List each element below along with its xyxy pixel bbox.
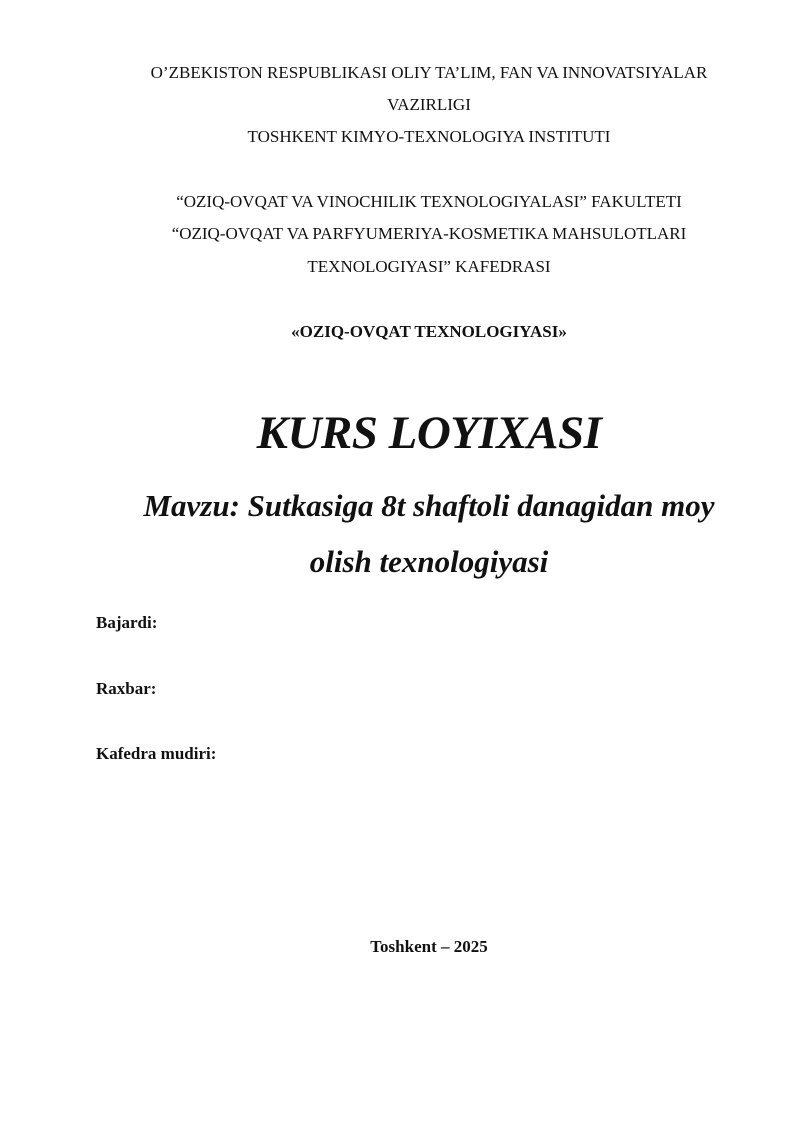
discipline-name: «OZIQ-OVQAT TEXNOLOGIYASI» xyxy=(291,322,567,341)
ministry-line-1: O’ZBEKISTON RESPUBLIKASI OLIY TA’LIM, FAN VA INNOVATSIYALAR xyxy=(150,63,708,82)
supervisor-label: Raxbar: xyxy=(96,679,157,698)
place-year: Toshkent – 2025 xyxy=(370,937,488,956)
ministry-line-2: VAZIRLIGI xyxy=(387,95,471,114)
department-line-2: TEXNOLOGIYASI” KAFEDRASI xyxy=(307,257,551,276)
performed-by-label: Bajardi: xyxy=(96,613,158,632)
faculty-name: “OZIQ-OVQAT VA VINOCHILIK TEXNOLOGIYALASI” FAKULTETI xyxy=(176,192,682,211)
document-title: KURS LOYIXASI xyxy=(256,407,602,459)
institute-name: TOSHKENT KIMYO-TEXNOLOGIYA INSTITUTI xyxy=(247,127,611,146)
subject-line-2: olish texnologiyasi xyxy=(309,544,549,579)
department-line-1: “OZIQ-OVQAT VA PARFYUMERIYA-KOSMETIKA MAHSULOTLARI xyxy=(171,224,687,243)
subject-line-1: Mavzu: Sutkasiga 8t shaftoli danagidan moy xyxy=(143,488,715,523)
department-head-label: Kafedra mudiri: xyxy=(96,744,217,763)
